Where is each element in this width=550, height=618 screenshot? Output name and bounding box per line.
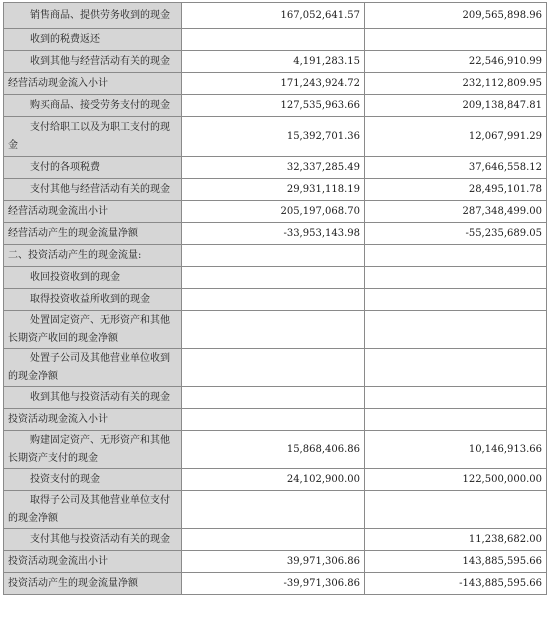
table-row	[4, 3, 547, 29]
row-label: 支付其他与投资活动有关的现金	[30, 533, 170, 545]
previous-period-amount: 122,500,000.00	[365, 469, 547, 491]
table-row	[4, 409, 547, 431]
current-period-amount	[182, 267, 365, 289]
row-label: 处置子公司及其他营业单位收到的现金净额	[8, 352, 170, 382]
previous-period-amount: 209,138,847.81	[365, 95, 547, 117]
previous-period-amount: 12,067,991.29	[365, 117, 547, 157]
row-label-cell	[4, 289, 182, 311]
row-label-cell	[4, 387, 182, 409]
previous-period-amount	[365, 245, 547, 267]
row-label: 经营活动现金流入小计	[8, 77, 108, 89]
table-row	[4, 431, 547, 469]
current-period-amount	[182, 491, 365, 529]
row-label-cell	[4, 431, 182, 469]
table-row	[4, 95, 547, 117]
row-label: 经营活动现金流出小计	[8, 205, 108, 217]
row-label-cell	[4, 267, 182, 289]
row-label: 收到的税费返还	[30, 33, 100, 45]
table-row	[4, 201, 547, 223]
current-period-amount	[182, 409, 365, 431]
row-label: 支付给职工以及为职工支付的现金	[8, 121, 170, 151]
row-label-cell	[4, 95, 182, 117]
row-label: 销售商品、提供劳务收到的现金	[30, 9, 170, 21]
table-row	[4, 29, 547, 51]
table-row	[4, 245, 547, 267]
previous-period-amount	[365, 349, 547, 387]
previous-period-amount: 22,546,910.99	[365, 51, 547, 73]
row-label: 收回投资收到的现金	[30, 271, 120, 283]
row-label-cell	[4, 349, 182, 387]
previous-period-amount	[365, 267, 547, 289]
current-period-amount	[182, 529, 365, 551]
row-label-cell	[4, 469, 182, 491]
table-row	[4, 349, 547, 387]
current-period-amount: 167,052,641.57	[182, 3, 365, 29]
row-label: 投资活动现金流出小计	[8, 555, 108, 567]
row-label: 处置固定资产、无形资产和其他长期资产收回的现金净额	[8, 314, 170, 344]
row-label: 二、投资活动产生的现金流量:	[8, 249, 142, 261]
table-row	[4, 179, 547, 201]
row-label-cell	[4, 157, 182, 179]
row-label: 购买商品、接受劳务支付的现金	[30, 99, 170, 111]
current-period-amount: -39,971,306.86	[182, 573, 365, 595]
row-label-cell	[4, 311, 182, 349]
table-row	[4, 529, 547, 551]
row-label-cell	[4, 551, 182, 573]
current-period-amount: 39,971,306.86	[182, 551, 365, 573]
previous-period-amount: -55,235,689.05	[365, 223, 547, 245]
cash-flow-table	[3, 2, 547, 595]
previous-period-amount	[365, 387, 547, 409]
row-label-cell	[4, 51, 182, 73]
cash-flow-statement-sheet	[3, 2, 546, 595]
row-label-cell	[4, 117, 182, 157]
table-row	[4, 491, 547, 529]
row-label: 投资活动现金流入小计	[8, 413, 108, 425]
current-period-amount	[182, 289, 365, 311]
table-row	[4, 573, 547, 595]
current-period-amount	[182, 387, 365, 409]
current-period-amount: 29,931,118.19	[182, 179, 365, 201]
previous-period-amount	[365, 311, 547, 349]
row-label-cell	[4, 409, 182, 431]
previous-period-amount: 143,885,595.66	[365, 551, 547, 573]
previous-period-amount: 37,646,558.12	[365, 157, 547, 179]
row-label-cell	[4, 179, 182, 201]
current-period-amount: 205,197,068.70	[182, 201, 365, 223]
previous-period-amount: 10,146,913.66	[365, 431, 547, 469]
table-row	[4, 469, 547, 491]
previous-period-amount	[365, 409, 547, 431]
current-period-amount: 171,243,924.72	[182, 73, 365, 95]
row-label: 取得投资收益所收到的现金	[30, 293, 150, 305]
current-period-amount: 15,868,406.86	[182, 431, 365, 469]
current-period-amount: 4,191,283.15	[182, 51, 365, 73]
current-period-amount: -33,953,143.98	[182, 223, 365, 245]
current-period-amount: 127,535,963.66	[182, 95, 365, 117]
current-period-amount: 15,392,701.36	[182, 117, 365, 157]
table-row	[4, 551, 547, 573]
row-label-cell	[4, 29, 182, 51]
row-label: 收到其他与投资活动有关的现金	[30, 391, 170, 403]
row-label-cell	[4, 245, 182, 267]
previous-period-amount: 28,495,101.78	[365, 179, 547, 201]
previous-period-amount: 209,565,898.96	[365, 3, 547, 29]
table-row	[4, 289, 547, 311]
row-label: 购建固定资产、无形资产和其他长期资产支付的现金	[8, 434, 170, 464]
row-label: 投资活动产生的现金流量净额	[8, 577, 138, 589]
previous-period-amount: 11,238,682.00	[365, 529, 547, 551]
row-label-cell	[4, 573, 182, 595]
table-row	[4, 73, 547, 95]
row-label: 经营活动产生的现金流量净额	[8, 227, 138, 239]
row-label: 投资支付的现金	[30, 473, 100, 485]
current-period-amount	[182, 245, 365, 267]
previous-period-amount: -143,885,595.66	[365, 573, 547, 595]
previous-period-amount	[365, 29, 547, 51]
cash-flow-table-body	[4, 3, 547, 595]
current-period-amount	[182, 349, 365, 387]
row-label-cell	[4, 201, 182, 223]
row-label: 支付的各项税费	[30, 161, 100, 173]
current-period-amount	[182, 29, 365, 51]
table-row	[4, 387, 547, 409]
previous-period-amount	[365, 289, 547, 311]
table-row	[4, 267, 547, 289]
current-period-amount	[182, 311, 365, 349]
row-label-cell	[4, 3, 182, 29]
table-row	[4, 157, 547, 179]
current-period-amount: 24,102,900.00	[182, 469, 365, 491]
previous-period-amount: 287,348,499.00	[365, 201, 547, 223]
current-period-amount: 32,337,285.49	[182, 157, 365, 179]
row-label: 收到其他与经营活动有关的现金	[30, 55, 170, 67]
row-label-cell	[4, 223, 182, 245]
table-row	[4, 223, 547, 245]
previous-period-amount	[365, 491, 547, 529]
table-row	[4, 311, 547, 349]
row-label-cell	[4, 73, 182, 95]
table-row	[4, 51, 547, 73]
table-row	[4, 117, 547, 157]
previous-period-amount: 232,112,809.95	[365, 73, 547, 95]
row-label-cell	[4, 491, 182, 529]
row-label: 取得子公司及其他营业单位支付的现金净额	[8, 494, 170, 524]
row-label-cell	[4, 529, 182, 551]
row-label: 支付其他与经营活动有关的现金	[30, 183, 170, 195]
